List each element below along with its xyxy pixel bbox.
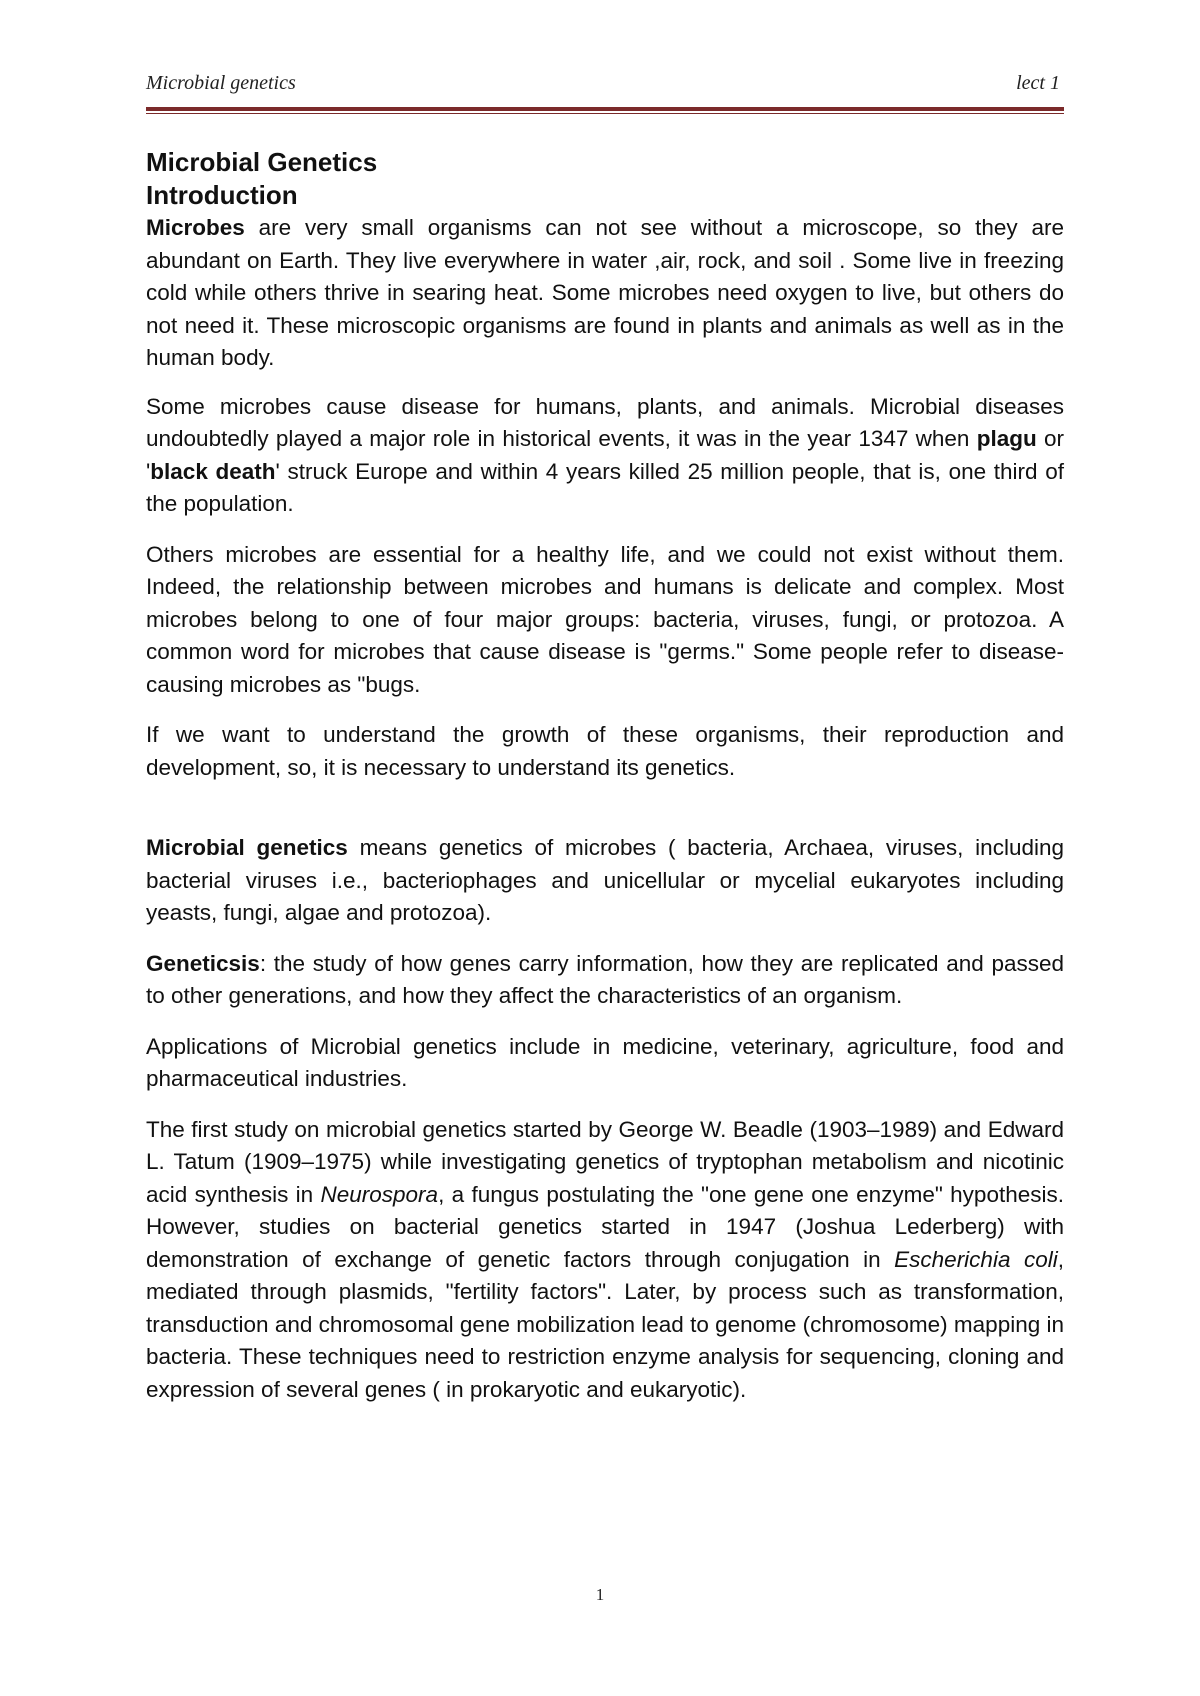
term-microbial-genetics: Microbial genetics: [146, 835, 348, 860]
paragraph-text: are very small organisms can not see without a microscope, so they are abundant on Earth. They live everywhere in water ,air, rock, and soil . Some live in freezing cold while others thrive in searing heat. Some microbes need oxygen to live, but others do not need it. These microscopic organisms are found in plants and animals as well as in the human body.: [146, 215, 1064, 370]
paragraph-text: : the study of how genes carry information, how they are replicated and passed to other generations, and how they affect the characteristics of an organism.: [146, 950, 1064, 1008]
paragraph-applications: Applications of Microbial genetics include in medicine, veterinary, agriculture, food and pharmaceutical industries.: [146, 1033, 1064, 1091]
term-neurospora: Neurospora: [320, 1181, 439, 1207]
term-geneticsis: Geneticsis: [146, 950, 260, 976]
page-header: [146, 72, 1064, 102]
paragraph-disease: [146, 391, 1064, 521]
paragraph-essential-microbes: Others microbes are essential for a healthy life, and we could not exist without them. Indeed, the relationship between microbes and humans is delicate and complex. Most microbes belong to one of four major groups: bacteria, viruses, fungi, or protozoa. A common word for microbes that cause disease is "germs." Some people refer to disease-causing microbes as "bugs.: [146, 541, 1064, 697]
header-course-title: Microbial genetics: [146, 72, 296, 94]
paragraph-understand-genetics: If we want to understand the growth of these organisms, their reproduction and development, so, it is necessary to understand its genetics.: [146, 722, 1064, 780]
document-title: Microbial Genetics: [146, 147, 378, 177]
term-black-death: black death: [150, 458, 276, 484]
paragraph-microbes: [146, 212, 1064, 375]
paragraph-text: ' struck Europe and within 4 years killed 25 million people, that is, one third of the population.: [146, 458, 1064, 516]
term-microbes: Microbes: [146, 215, 245, 240]
header-rule-thick: [146, 107, 1064, 111]
header-lecture-number: lect 1: [1016, 72, 1060, 94]
paragraph-text: , a fungus postulating the "one gene one enzyme" hypothesis. However, studies on bacterial genetics started in 1947 (Joshua Lederberg) with demonstration of exchange of genetic factors through conjugation in: [146, 1181, 1064, 1272]
paragraph-text: Some microbes cause disease for humans, plants, and animals. Microbial diseases undoubtedly played a major role in historical events, it was in the year 1347 when: [146, 393, 1064, 451]
document-body: [146, 146, 1064, 1424]
paragraph-text: The first study on microbial genetics started by George W. Beadle (1903–1989) and Edward L. Tatum (1909–1975) while investigating genetics of tryptophan metabolism and nicotinic acid synthesis in: [146, 1116, 1064, 1207]
paragraph-history: [146, 1114, 1064, 1407]
paragraph-text: , mediated through plasmids, "fertility factors". Later, by process such as transformation, transduction and chromosomal gene mobilization lead to genome (chromosome) mapping in bacteria. These techniques need to restriction enzyme analysis for sequencing, cloning and expression of several genes ( in prokaryotic and eukaryotic).: [146, 1246, 1064, 1402]
paragraph-text: or ': [146, 426, 1064, 484]
header-rule-thin: [146, 113, 1064, 114]
term-plagu: plagu: [976, 426, 1037, 451]
paragraph-text: means genetics of microbes ( bacteria, Archaea, viruses, including bacterial viruses i.e., bacteriophages and unicellular or mycelial eukaryotes including yeasts, fungi, algae and protozoa).: [146, 835, 1065, 925]
page-number: 1: [595, 1585, 605, 1604]
term-escherichia-coli: Escherichia coli: [894, 1246, 1058, 1272]
section-heading-introduction: Introduction: [146, 180, 298, 210]
paragraph-geneticsis: [146, 948, 1064, 1013]
paragraph-microbial-genetics-definition: [146, 832, 1064, 930]
